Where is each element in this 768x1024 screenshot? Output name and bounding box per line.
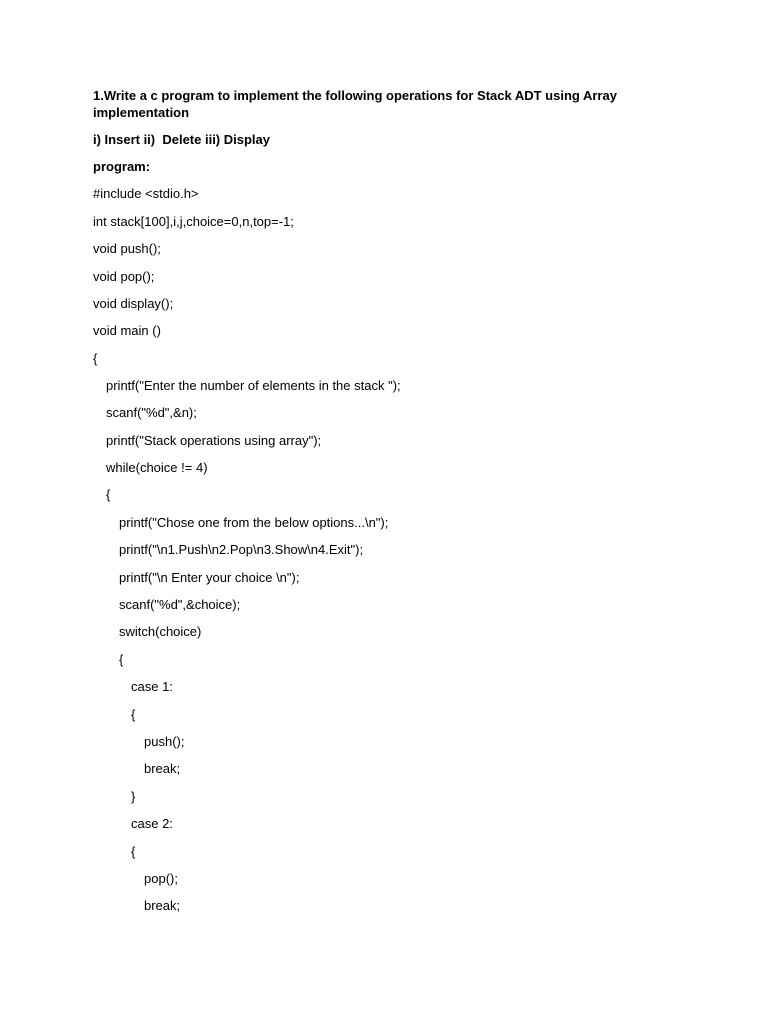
code-line: printf("Chose one from the below options...\n"); [119,515,389,530]
code-line: scanf("%d",&n); [106,405,197,420]
code-line: { [119,652,124,667]
code-line: while(choice != 4) [106,460,208,475]
code-line: push(); [144,734,185,749]
code-line: printf("Stack operations using array"); [106,433,322,448]
question-title: 1.Write a c program to implement the following operations for Stack ADT using Array implementation [93,88,617,120]
code-line: void main () [93,323,161,338]
code-line: pop(); [144,871,178,886]
program-label: program: [93,159,151,174]
code-line: { [131,844,136,859]
code-line: #include <stdio.h> [93,186,199,201]
code-line: case 1: [131,679,173,694]
code-line: int stack[100],i,j,choice=0,n,top=-1; [93,214,294,229]
code-line: } [131,789,136,804]
code-line: scanf("%d",&choice); [119,597,241,612]
code-line: break; [144,898,181,913]
operations-line: i) Insert ii) Delete iii) Display [93,132,270,147]
code-line: void display(); [93,296,174,311]
code-line: { [93,351,98,366]
code-line: switch(choice) [119,624,202,639]
code-line: case 2: [131,816,173,831]
code-line: printf("\n1.Push\n2.Pop\n3.Show\n4.Exit"); [119,542,364,557]
code-line: void push(); [93,241,161,256]
code-line: break; [144,761,181,776]
code-line: void pop(); [93,269,155,284]
code-line: printf("\n Enter your choice \n"); [119,570,300,585]
code-line: { [131,707,136,722]
code-line: { [106,487,111,502]
code-line: printf("Enter the number of elements in the stack "); [106,378,401,393]
